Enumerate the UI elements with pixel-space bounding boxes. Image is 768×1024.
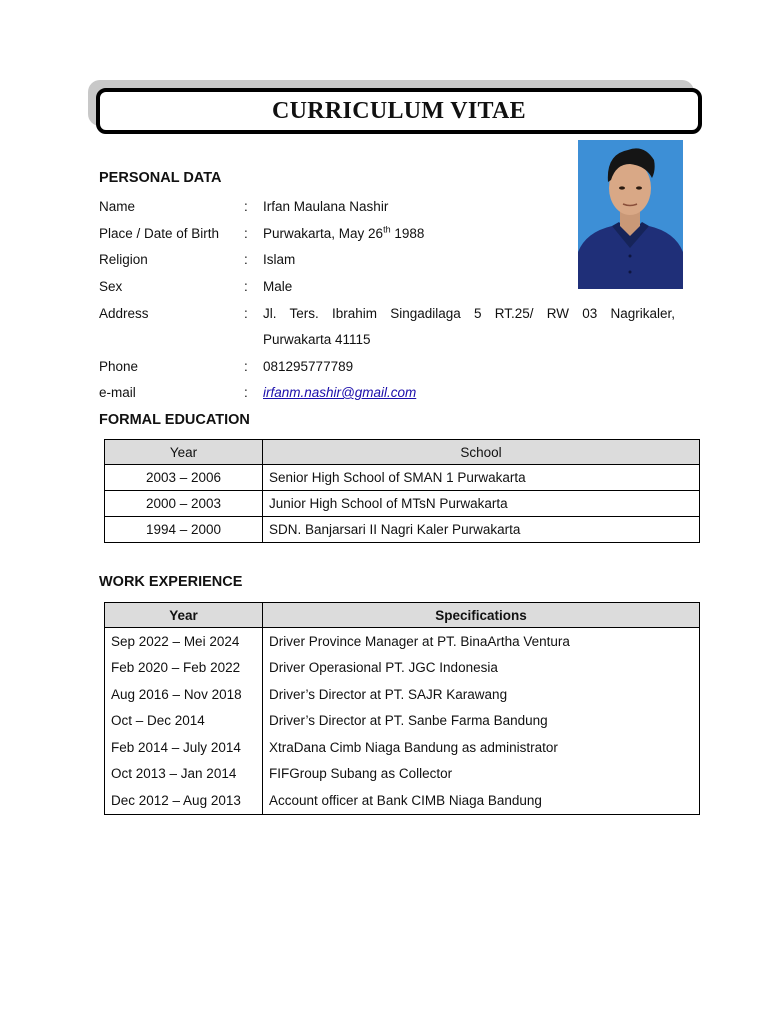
document-title: CURRICULUM VITAE xyxy=(272,97,526,124)
formal-education-heading: FORMAL EDUCATION xyxy=(99,412,250,428)
education-school-header: School xyxy=(263,440,700,465)
table-row xyxy=(105,628,700,655)
work-year-header: Year xyxy=(105,603,263,628)
education-table xyxy=(104,439,700,543)
work-year: Aug 2016 – Nov 2018 xyxy=(105,681,263,708)
work-header-row xyxy=(105,603,700,628)
table-row xyxy=(105,761,700,788)
education-year: 1994 – 2000 xyxy=(105,517,263,543)
colon: : xyxy=(244,306,248,321)
work-year: Oct – Dec 2014 xyxy=(105,708,263,735)
table-row xyxy=(105,491,700,517)
colon: : xyxy=(244,199,248,214)
education-header-row xyxy=(105,440,700,465)
birth-value xyxy=(263,226,424,241)
religion-value: Islam xyxy=(263,252,296,267)
sex-value: Male xyxy=(263,279,293,294)
colon: : xyxy=(244,279,248,294)
sex-label: Sex xyxy=(99,279,123,294)
email-link[interactable]: irfanm.nashir@gmail.com xyxy=(263,385,417,400)
work-spec: XtraDana Cimb Niaga Bandung as administrator xyxy=(263,734,700,761)
table-row xyxy=(105,708,700,735)
phone-value: 081295777789 xyxy=(263,359,354,374)
personal-data-heading: PERSONAL DATA xyxy=(99,170,222,186)
work-spec: Driver’s Director at PT. SAJR Karawang xyxy=(263,681,700,708)
work-spec-header: Specifications xyxy=(263,603,700,628)
work-year: Dec 2012 – Aug 2013 xyxy=(105,787,263,814)
address-line-2: Purwakarta 41115 xyxy=(263,332,371,347)
address-label: Address xyxy=(99,306,149,321)
education-year: 2000 – 2003 xyxy=(105,491,263,517)
profile-photo xyxy=(578,140,683,289)
title-banner xyxy=(96,88,702,134)
name-value: Irfan Maulana Nashir xyxy=(263,199,389,214)
work-spec: FIFGroup Subang as Collector xyxy=(263,761,700,788)
table-row xyxy=(105,655,700,682)
colon: : xyxy=(244,359,248,374)
education-school: Senior High School of SMAN 1 Purwakarta xyxy=(263,465,700,491)
birth-label: Place / Date of Birth xyxy=(99,226,220,241)
work-table xyxy=(104,602,700,815)
education-year: 2003 – 2006 xyxy=(105,465,263,491)
table-row xyxy=(105,787,700,814)
phone-label: Phone xyxy=(99,359,139,374)
table-row xyxy=(105,517,700,543)
education-year-header: Year xyxy=(105,440,263,465)
work-year: Oct 2013 – Jan 2014 xyxy=(105,761,263,788)
education-school: Junior High School of MTsN Purwakarta xyxy=(263,491,700,517)
work-spec: Driver Province Manager at PT. BinaArtha Ventura xyxy=(263,628,700,655)
table-row xyxy=(105,681,700,708)
education-school: SDN. Banjarsari II Nagri Kaler Purwakarta xyxy=(263,517,700,543)
work-year: Sep 2022 – Mei 2024 xyxy=(105,628,263,655)
ordinal-suffix: th xyxy=(383,224,391,235)
work-spec: Account officer at Bank CIMB Niaga Bandung xyxy=(263,787,700,814)
work-year: Feb 2020 – Feb 2022 xyxy=(105,655,263,682)
email-label: e-mail xyxy=(99,385,136,400)
work-year: Feb 2014 – July 2014 xyxy=(105,734,263,761)
religion-label: Religion xyxy=(99,252,148,267)
work-spec: Driver’s Director at PT. Sanbe Farma Bandung xyxy=(263,708,700,735)
colon: : xyxy=(244,226,248,241)
name-label: Name xyxy=(99,199,136,214)
address-line-1: Jl. Ters. Ibrahim Singadilaga 5 RT.25/ RW 03 Nagrikaler, xyxy=(263,306,675,321)
colon: : xyxy=(244,385,248,400)
birth-place-date: Purwakarta, May 26 xyxy=(263,226,384,241)
work-experience-heading: WORK EXPERIENCE xyxy=(99,574,243,590)
work-spec: Driver Operasional PT. JGC Indonesia xyxy=(263,655,700,682)
colon: : xyxy=(244,252,248,267)
table-row xyxy=(105,465,700,491)
table-row xyxy=(105,734,700,761)
birth-year: 1988 xyxy=(390,226,425,241)
